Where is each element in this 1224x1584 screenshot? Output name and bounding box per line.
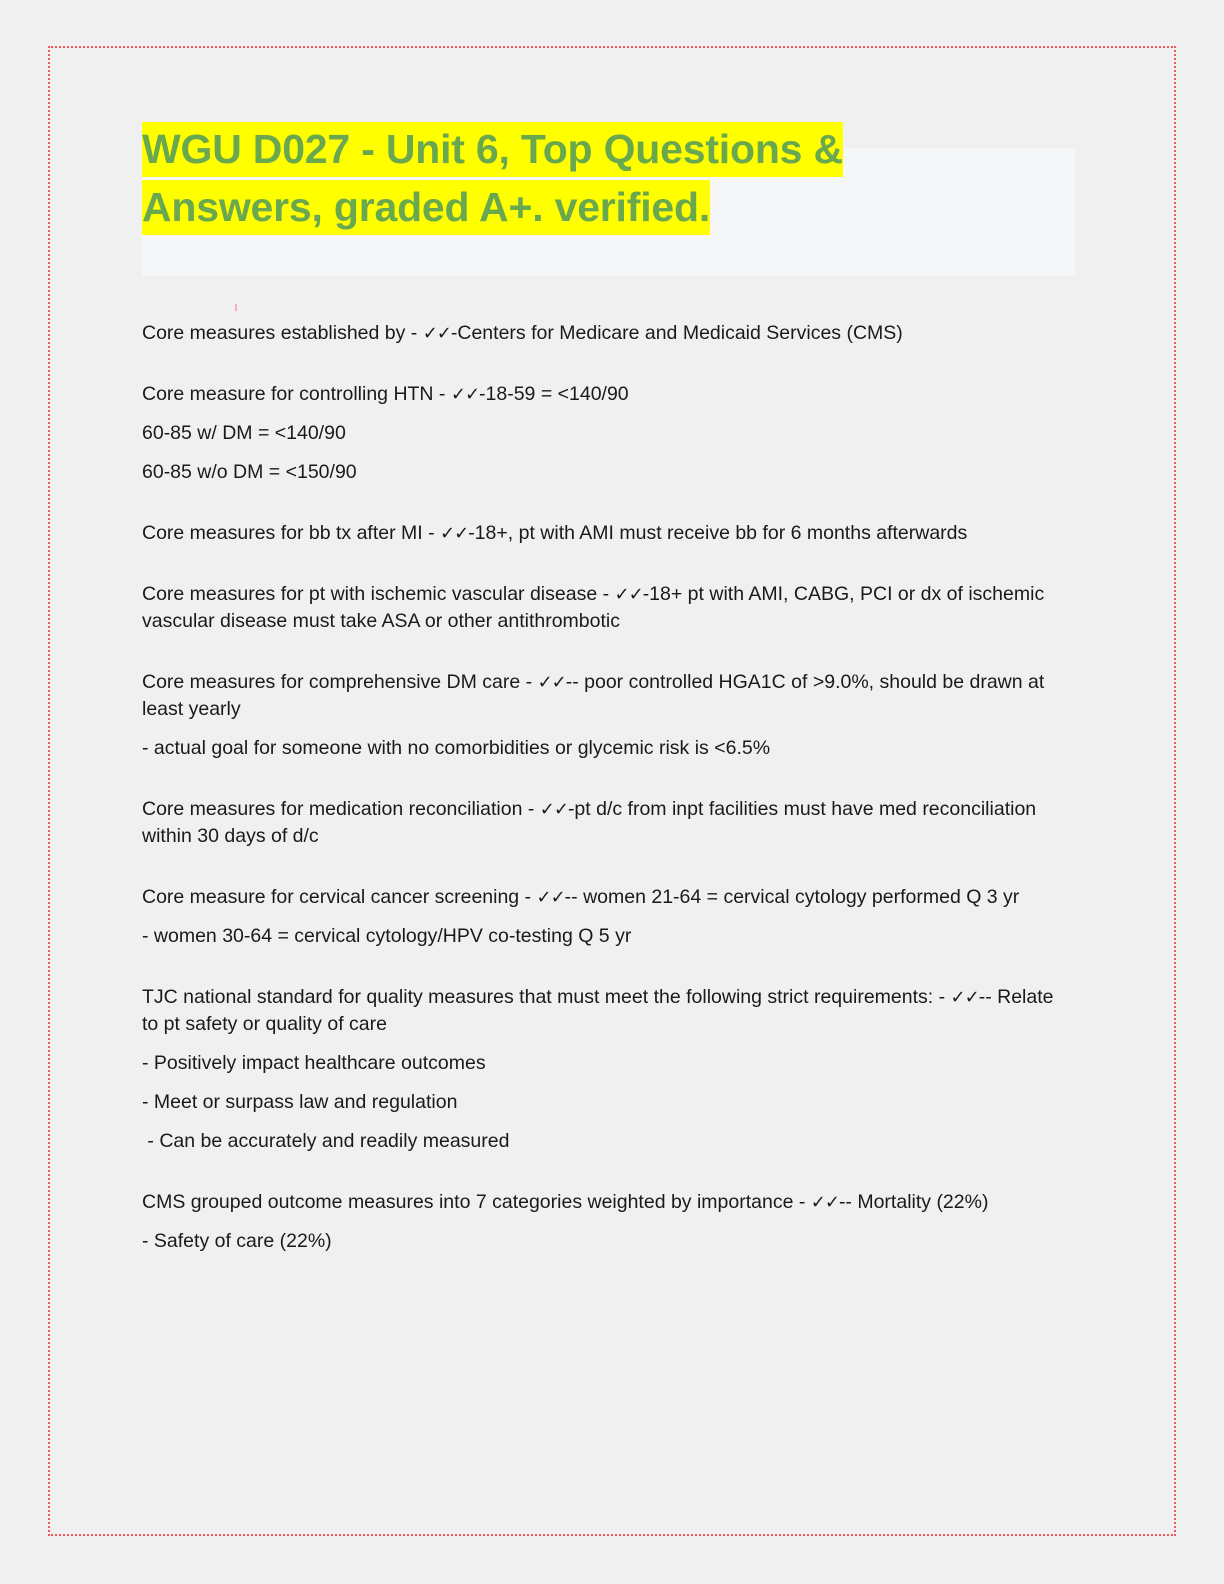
document-body (142, 120, 1077, 1252)
qa-block-medication-reconciliation (142, 796, 1072, 850)
qa-block-controlling-htn (142, 381, 1072, 486)
qa-line: Core measure for controlling HTN - ✓✓-18-59 = <140/90 (142, 383, 629, 405)
page-title (142, 120, 942, 236)
qa-line: Core measure for cervical cancer screening - ✓✓-- women 21-64 = cervical cytology performed Q 3 yr (142, 886, 1020, 908)
page-title-line-1: WGU D027 - Unit 6, Top Questions & (142, 122, 843, 177)
answer-check-marker: ✓✓ (950, 987, 979, 1008)
qa-block-bb-tx-after-mi (142, 520, 1072, 547)
qa-line: Core measures established by - ✓✓-Centers for Medicare and Medicaid Services (CMS) (142, 322, 903, 344)
qa-line: Core measures for pt with ischemic vascular disease - ✓✓-18+ pt with AMI, CABG, PCI or dx of ischemic vascular disease must take ASA or other antithrombotic (142, 583, 1050, 632)
answer-check-marker: ✓✓ (537, 672, 566, 693)
qa-line: TJC national standard for quality measures that must meet the following strict requirements: - ✓✓-- Relate to pt safety or quality of care (142, 986, 1059, 1035)
qa-block-core-measures-established-by (142, 320, 1072, 347)
qa-line: 60-85 w/ DM = <140/90 (142, 422, 346, 444)
qa-line: Core measures for comprehensive DM care - ✓✓-- poor controlled HGA1C of >9.0%, should be drawn at least yearly (142, 671, 1050, 720)
qa-block-cms-outcome-measure-categories (142, 1189, 1072, 1255)
qa-block-cervical-cancer-screening (142, 884, 1072, 950)
answer-check-marker: ✓✓ (810, 1192, 839, 1213)
qa-line: - Meet or surpass law and regulation (142, 1091, 458, 1113)
answer-check-marker: ✓✓ (440, 523, 469, 544)
qa-line: Core measures for medication reconciliation - ✓✓-pt d/c from inpt facilities must have med reconciliation within 30 days of d/c (142, 798, 1042, 847)
page-title-line-2: Answers, graded A+. verified. (142, 180, 710, 235)
qa-line: Core measures for bb tx after MI - ✓✓-18+, pt with AMI must receive bb for 6 months afterwards (142, 522, 968, 544)
qa-line: 60-85 w/o DM = <150/90 (142, 461, 357, 483)
qa-content (142, 320, 1072, 1255)
answer-check-marker: ✓✓ (539, 799, 568, 820)
qa-line: - Positively impact healthcare outcomes (142, 1052, 486, 1074)
qa-line: - Can be accurately and readily measured (142, 1130, 510, 1152)
qa-line: - women 30-64 = cervical cytology/HPV co-testing Q 5 yr (142, 925, 632, 947)
qa-line: CMS grouped outcome measures into 7 categories weighted by importance - ✓✓-- Mortality (22%) (142, 1191, 989, 1213)
answer-check-marker: ✓✓ (422, 323, 451, 344)
answer-check-marker: ✓✓ (536, 887, 565, 908)
stray-mark-artifact (235, 304, 237, 311)
answer-check-marker: ✓✓ (450, 384, 480, 405)
answer-check-marker: ✓✓ (614, 584, 643, 605)
qa-block-comprehensive-dm-care (142, 669, 1072, 762)
qa-line: - actual goal for someone with no comorbidities or glycemic risk is <6.5% (142, 737, 771, 759)
qa-line: - Safety of care (22%) (142, 1230, 332, 1252)
qa-block-tjc-national-standard (142, 984, 1072, 1155)
qa-block-ischemic-vascular-disease (142, 581, 1072, 635)
